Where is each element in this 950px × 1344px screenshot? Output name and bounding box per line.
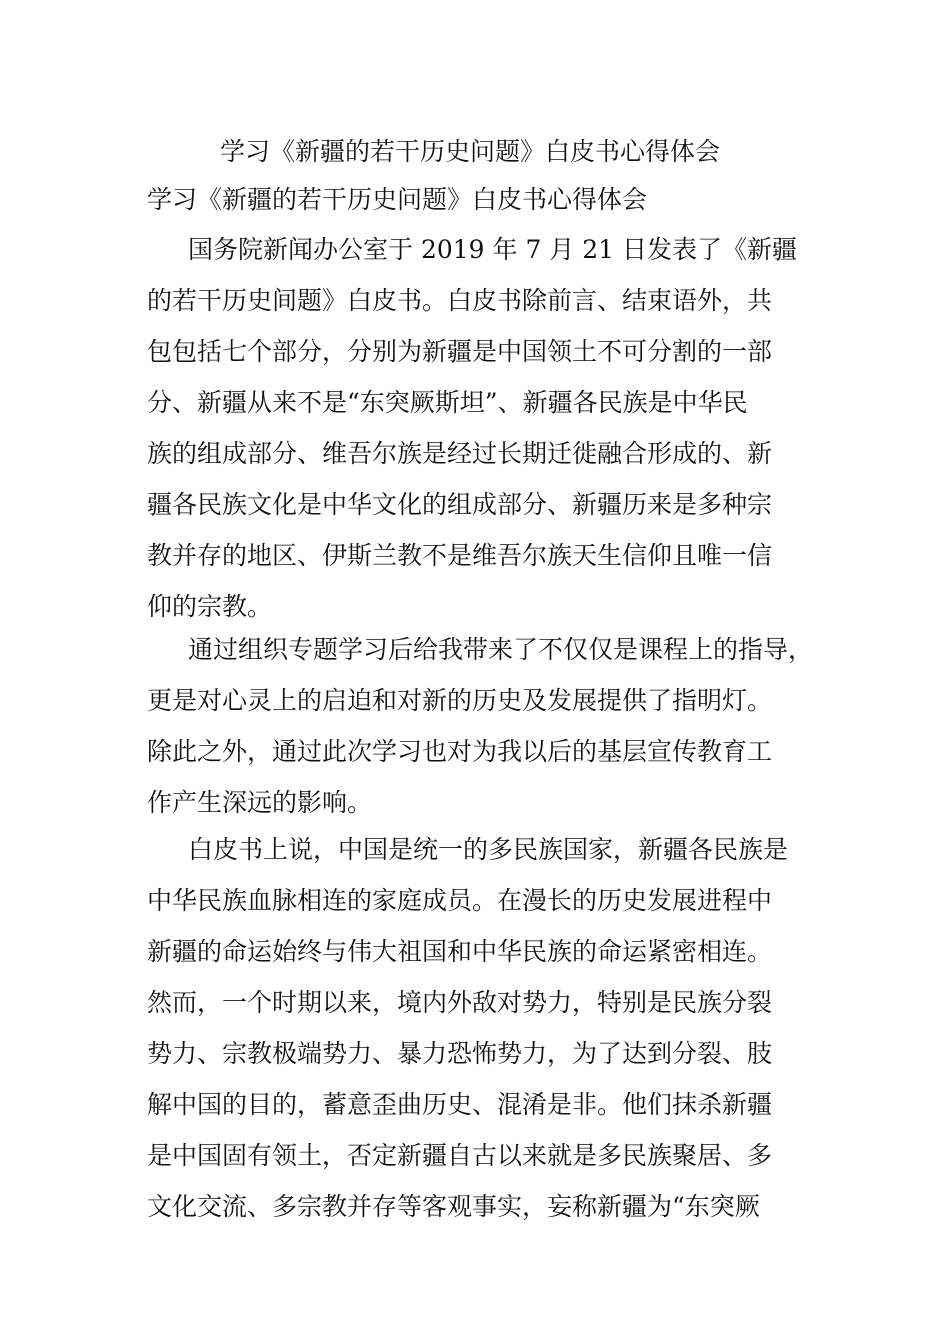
paragraph-line: 的若干历史间题》白皮书。白皮书除前言、结束语外，共 (147, 286, 773, 315)
paragraph-line: 包包括七个部分，分别为新疆是中国领土不可分割的一部 (147, 337, 773, 366)
paragraph-line: 是中国固有领土，否定新疆自古以来就是多民族聚居、多 (147, 1141, 773, 1170)
paragraph-line: 势力、宗教极端势力、暴力恐怖势力，为了达到分裂、肢 (147, 1039, 773, 1068)
paragraph-line: 新疆的命运始终与伟大祖国和中华民族的命运紧密相连。 (147, 937, 773, 966)
paragraph-line: 通过组织专题学习后给我带来了不仅仅是课程上的指导， (188, 635, 814, 664)
document-title: 学习《新疆的若干历史问题》白皮书心得体会 (220, 137, 721, 166)
paragraph-line: 国务院新闻办公室于 2019 年 7 月 21 日发表了《新疆 (188, 235, 798, 264)
paragraph-line: 中华民族血脉相连的家庭成员。在漫长的历史发展进程中 (147, 886, 773, 915)
paragraph-line: 然而，一个时期以来，境内外敌对势力，特别是民族分裂 (147, 988, 773, 1017)
paragraph-line: 疆各民族文化是中华文化的组成部分、新疆历来是多种宗 (147, 490, 773, 519)
paragraph-line: 解中国的目的，蓄意歪曲历史、混淆是非。他们抹杀新疆 (147, 1090, 773, 1119)
paragraph-line: 更是对心灵上的启迫和对新的历史及发展提供了指明灯。 (147, 686, 773, 715)
document-subtitle: 学习《新疆的若干历史问题》白皮书心得体会 (147, 185, 648, 214)
paragraph-line: 族的组成部分、维吾尔族是经过长期迁徙融合形成的、新 (147, 439, 773, 468)
paragraph-line: 白皮书上说，中国是统一的多民族国家，新疆各民族是 (188, 835, 789, 864)
paragraph-line: 仰的宗教。 (147, 592, 273, 621)
paragraph-line: 教并存的地区、伊斯兰教不是维吾尔族天生信仰且唯一信 (147, 541, 773, 570)
paragraph-line: 作产生深远的影响。 (147, 788, 373, 817)
paragraph-line: 分、新疆从来不是“东突厥斯坦”、新疆各民族是中华民 (147, 388, 748, 417)
paragraph-line: 文化交流、多宗教并存等客观事实，妄称新疆为“东突厥 (147, 1192, 760, 1221)
paragraph-line: 除此之外，通过此次学习也对为我以后的基层宣传教育工 (147, 737, 773, 766)
